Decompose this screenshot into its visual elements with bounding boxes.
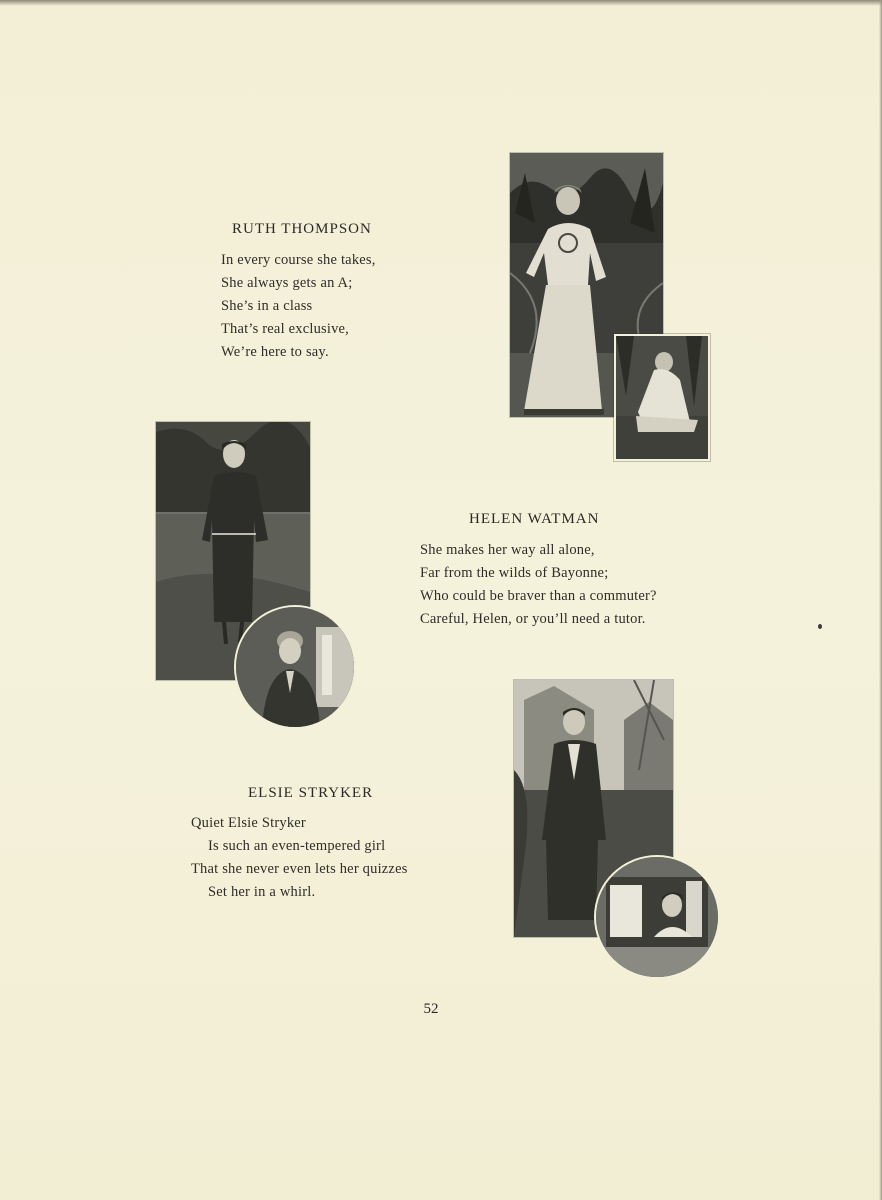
verse-ruth (221, 249, 376, 364)
photo-helen-portrait-circle (234, 605, 356, 729)
verse-elsie (191, 812, 408, 904)
verse-line: In every course she takes, (221, 252, 376, 268)
photo-elsie-window-circle (594, 855, 720, 979)
verse-line: Who could be braver than a commuter? (420, 588, 657, 604)
page-number: 52 (423, 1001, 439, 1017)
verse-helen (420, 539, 657, 631)
verse-line: We’re here to say. (221, 344, 329, 360)
verse-line: She always gets an A; (221, 275, 353, 291)
verse-line: Careful, Helen, or you’ll need a tutor. (420, 611, 646, 627)
entry-name-helen: HELEN WATMAN (469, 511, 600, 527)
verse-line: That’s real exclusive, (221, 321, 350, 337)
verse-line: Quiet Elsie Stryker (191, 815, 306, 831)
paper-speck (818, 624, 822, 629)
page-top-edge (0, 0, 882, 6)
verse-line: Far from the wilds of Bayonne; (420, 565, 609, 581)
photo-ruth-seated (614, 334, 710, 461)
entry-name-ruth: RUTH THOMPSON (232, 221, 372, 237)
verse-line: That she never even lets her quizzes (191, 861, 408, 877)
entry-name-elsie: ELSIE STRYKER (248, 785, 374, 801)
verse-line: Is such an even-tempered girl (208, 838, 386, 854)
verse-line: She makes her way all alone, (420, 542, 595, 558)
verse-line: Set her in a whirl. (208, 884, 316, 900)
verse-line: She’s in a class (221, 298, 313, 314)
